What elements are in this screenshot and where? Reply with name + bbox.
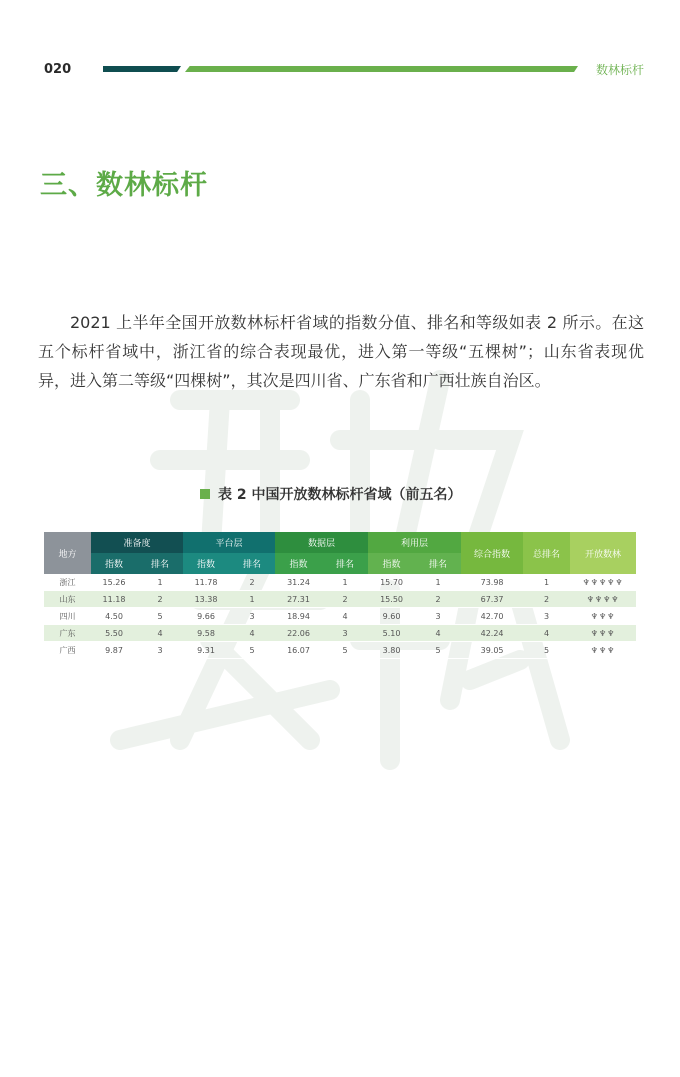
cell-data-index: 16.07 [275,642,322,659]
table-row [44,642,636,659]
cell-plat-rank: 3 [229,608,275,625]
table-row [44,608,636,625]
cell-total-index: 67.37 [461,591,523,608]
subheader-index: 指数 [275,553,322,574]
subheader-index: 指数 [183,553,229,574]
cell-prep-index: 15.26 [91,574,137,591]
tree-icons: ♆♆♆ [570,608,636,625]
header-accent-bar-dark [103,66,181,72]
cell-total-index: 39.05 [461,642,523,659]
cell-use-rank: 5 [415,642,461,659]
cell-prep-rank: 4 [137,625,183,642]
cell-region: 广东 [44,625,91,642]
cell-total-rank: 1 [523,574,570,591]
cell-plat-rank: 2 [229,574,275,591]
cell-plat-index: 9.31 [183,642,229,659]
table-caption-text: 表 2 中国开放数林标杆省域（前五名） [218,487,462,503]
cell-prep-index: 9.87 [91,642,137,659]
caption-square-icon [200,489,210,499]
subheader-rank: 排名 [137,553,183,574]
cell-data-index: 18.94 [275,608,322,625]
header-total-index: 综合指数 [461,532,523,574]
subheader-rank: 排名 [322,553,368,574]
cell-plat-rank: 4 [229,625,275,642]
cell-prep-rank: 5 [137,608,183,625]
section-title: 三、数林标杆 [40,170,208,201]
cell-plat-index: 9.66 [183,608,229,625]
cell-total-index: 73.98 [461,574,523,591]
cell-region: 浙江 [44,574,91,591]
cell-total-rank: 5 [523,642,570,659]
cell-use-index: 5.10 [368,625,415,642]
cell-prep-rank: 3 [137,642,183,659]
running-header-title: 数林标杆 [596,63,645,77]
cell-prep-index: 5.50 [91,625,137,642]
cell-total-index: 42.24 [461,625,523,642]
cell-data-rank: 4 [322,608,368,625]
header-use: 利用层 [368,532,461,553]
ranking-table [44,532,636,659]
cell-plat-index: 11.78 [183,574,229,591]
cell-use-rank: 3 [415,608,461,625]
cell-use-rank: 2 [415,591,461,608]
cell-data-rank: 3 [322,625,368,642]
cell-region: 广西 [44,642,91,659]
table-row [44,591,636,608]
cell-total-rank: 2 [523,591,570,608]
cell-data-index: 22.06 [275,625,322,642]
cell-total-rank: 4 [523,625,570,642]
cell-plat-index: 13.38 [183,591,229,608]
tree-icons: ♆♆♆♆ [570,591,636,608]
cell-prep-index: 11.18 [91,591,137,608]
subheader-rank: 排名 [415,553,461,574]
cell-use-index: 9.60 [368,608,415,625]
cell-total-rank: 3 [523,608,570,625]
tree-icons: ♆♆♆ [570,625,636,642]
tree-icons: ♆♆♆ [570,642,636,659]
subheader-index: 指数 [91,553,137,574]
tree-icons: ♆♆♆♆♆ [570,574,636,591]
cell-data-index: 27.31 [275,591,322,608]
cell-total-index: 42.70 [461,608,523,625]
cell-use-index: 15.50 [368,591,415,608]
page-number: 020 [44,62,72,77]
subheader-index: 指数 [368,553,415,574]
header-accent-bar-green [185,66,578,72]
cell-data-index: 31.24 [275,574,322,591]
table-row [44,625,636,642]
table-row [44,574,636,591]
cell-data-rank: 5 [322,642,368,659]
cell-data-rank: 1 [322,574,368,591]
subheader-rank: 排名 [229,553,275,574]
cell-plat-rank: 1 [229,591,275,608]
cell-data-rank: 2 [322,591,368,608]
cell-plat-index: 9.58 [183,625,229,642]
cell-prep-rank: 1 [137,574,183,591]
cell-region: 山东 [44,591,91,608]
cell-prep-rank: 2 [137,591,183,608]
header-prep: 准备度 [91,532,183,553]
cell-plat-rank: 5 [229,642,275,659]
cell-use-rank: 4 [415,625,461,642]
header-level: 开放数林 [570,532,636,574]
cell-use-index: 3.80 [368,642,415,659]
header-region: 地方 [44,532,91,574]
table-caption [200,484,462,504]
cell-use-index: 15.70 [368,574,415,591]
header-platform: 平台层 [183,532,275,553]
header-total-rank: 总排名 [523,532,570,574]
header-data: 数据层 [275,532,368,553]
body-paragraph: 2021 上半年全国开放数林标杆省域的指数分值、排名和等级如表 2 所示。在这五个标杆省域中，浙江省的综合表现最优，进入第一等级“五棵树”；山东省表现优异，进入第二等级“四棵树”，其次是四川省、广东省和广西壮族自治区。 [38,313,644,390]
cell-region: 四川 [44,608,91,625]
cell-use-rank: 1 [415,574,461,591]
cell-prep-index: 4.50 [91,608,137,625]
